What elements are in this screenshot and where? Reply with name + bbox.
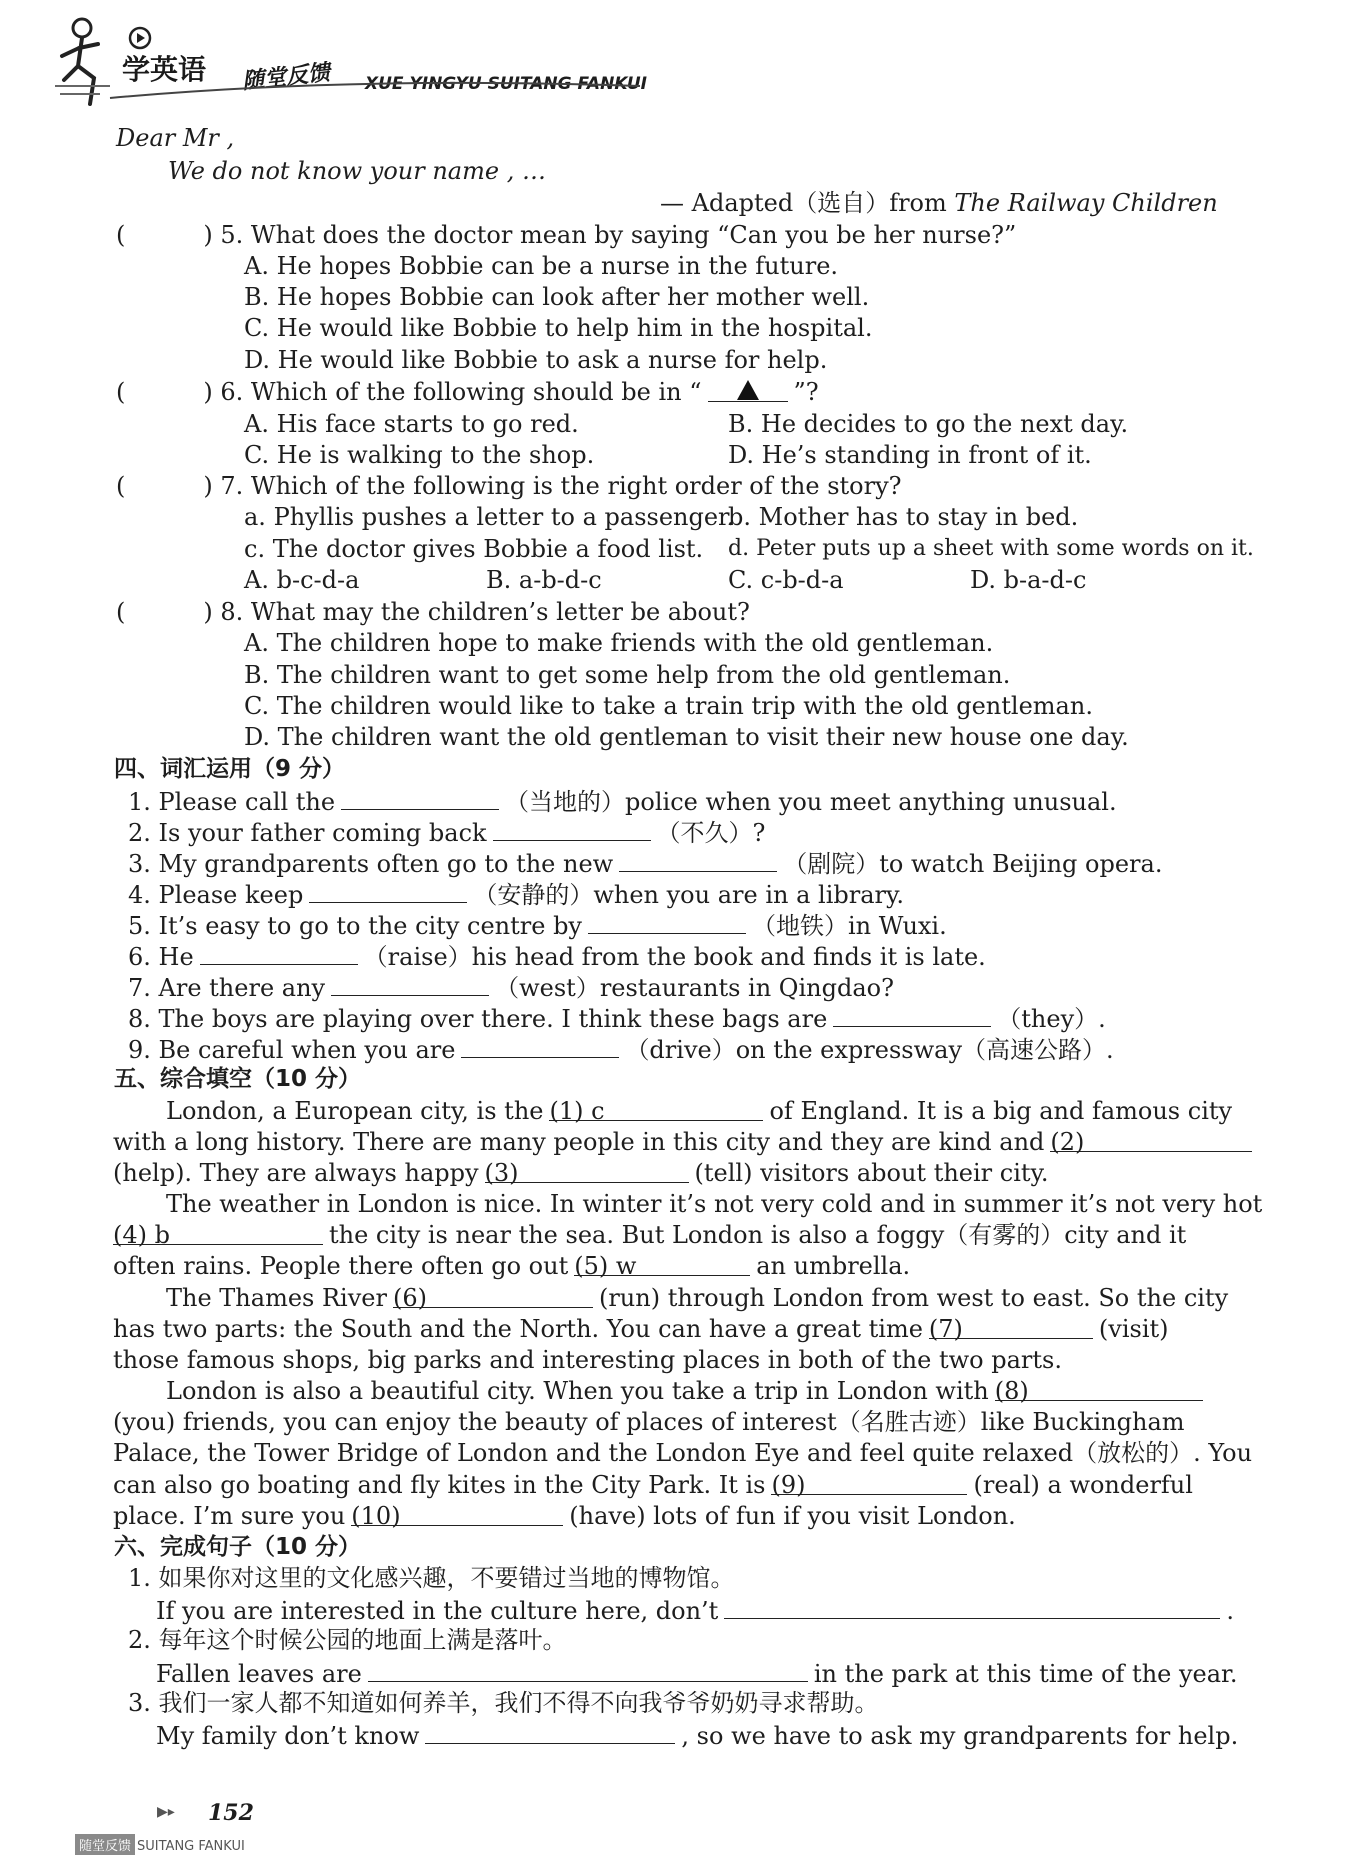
vocab-item-5: 5. It’s easy to go to the city centre by （地铁）in Wuxi.: [128, 909, 947, 941]
complete-blank-2[interactable]: [368, 1657, 808, 1682]
vocab-blank-5[interactable]: [588, 909, 746, 934]
source-line: [660, 188, 1218, 218]
cloze-line-12: Palace, the Tower Bridge of London and the London Eye and feel quite relaxed（放松的）. You: [113, 1439, 1253, 1467]
cloze-line-11: (you) friends, you can enjoy the beauty of places of interest（名胜古迹）like Buckingham: [113, 1408, 1185, 1436]
header-title: 学英语: [122, 53, 207, 86]
vocab-blank-2[interactable]: [493, 816, 651, 841]
cloze-line-2: with a long history. There are many people in this city and they are kind and (2): [113, 1127, 1258, 1157]
complete-en-3: My family don’t know , so we have to ask my grandparents for help.: [156, 1719, 1238, 1751]
q5-option-c: C. He would like Bobbie to help him in the hospital.: [244, 314, 873, 342]
vocab-blank-4[interactable]: [309, 878, 467, 903]
triangle-blank: [708, 377, 788, 402]
footer-arrow-icon: ▶▸: [157, 1804, 175, 1820]
section-vocab-title: 四、词汇运用（9 分）: [114, 756, 346, 782]
complete-blank-1[interactable]: [724, 1594, 1220, 1619]
cloze-line-14: place. I’m sure you (10) (have) lots of fun if you visit London.: [113, 1502, 1016, 1530]
q7-event-a: a. Phyllis pushes a letter to a passenger.: [244, 503, 735, 531]
cloze-blank-7[interactable]: (7): [929, 1314, 1093, 1339]
section-cloze-title: 五、综合填空（10 分）: [114, 1066, 362, 1092]
complete-cn-3: 3. 我们一家人都不知道如何养羊，我们不得不向我爷爷奶奶寻求帮助。: [128, 1689, 879, 1717]
header-subtitle: 随堂反馈: [241, 60, 332, 95]
cloze-blank-4[interactable]: (4) b: [113, 1220, 323, 1245]
question-5: ( ) 5. What does the doctor mean by saying “Can you be her nurse?”: [116, 221, 1017, 249]
cloze-blank-6[interactable]: (6): [393, 1283, 593, 1308]
q7-option-b: B. a-b-d-c: [486, 566, 602, 594]
vocab-item-6: 6. He （raise）his head from the book and finds it is late.: [128, 940, 986, 972]
letter-line: We do not know your name , …: [168, 157, 546, 185]
cloze-line-5: (4) b the city is near the sea. But London is also a foggy（有雾的）city and it: [113, 1221, 1187, 1249]
play-icon: [128, 26, 152, 50]
q5-option-b: B. He hopes Bobbie can look after her mother well.: [244, 283, 870, 311]
vocab-item-1: 1. Please call the （当地的）police when you meet anything unusual.: [128, 785, 1117, 817]
q6-option-c: C. He is walking to the shop.: [244, 441, 595, 469]
header-pinyin: XUE YINGYU SUITANG FANKUI: [365, 74, 648, 94]
q7-option-d: D. b-a-d-c: [970, 566, 1087, 594]
footer-tag-en: SUITANG FANKUI: [137, 1839, 245, 1854]
question-8: ( ) 8. What may the children’s letter be about?: [116, 598, 750, 626]
complete-en-1: If you are interested in the culture here, don’t .: [156, 1594, 1234, 1626]
cloze-line-3: (help). They are always happy (3) (tell) visitors about their city.: [113, 1159, 1049, 1187]
cloze-line-9: those famous shops, big parks and interesting places in both of the two parts.: [113, 1346, 1062, 1374]
q5-option-d: D. He would like Bobbie to ask a nurse for help.: [244, 346, 828, 374]
cloze-line-6: often rains. People there often go out (5) w an umbrella.: [113, 1252, 911, 1280]
source-prefix: — Adapted（选自）from: [660, 189, 947, 217]
q7-event-c: c. The doctor gives Bobbie a food list.: [244, 535, 704, 563]
cloze-blank-8[interactable]: (8): [995, 1376, 1203, 1401]
cloze-blank-9[interactable]: (9): [771, 1470, 967, 1495]
section-complete-title: 六、完成句子（10 分）: [114, 1534, 362, 1560]
cloze-line-13: can also go boating and fly kites in the City Park. It is (9) (real) a wonderful: [113, 1471, 1193, 1499]
cloze-blank-3[interactable]: (3): [485, 1158, 689, 1183]
cloze-blank-2[interactable]: (2): [1050, 1127, 1252, 1152]
q7-option-c: C. c-b-d-a: [728, 566, 844, 594]
cloze-line-8: has two parts: the South and the North. You can have a great time (7) (visit): [113, 1315, 1169, 1343]
footer-tag: [75, 1834, 245, 1855]
vocab-blank-3[interactable]: [619, 847, 777, 872]
page-number: 152: [208, 1800, 254, 1826]
letter-salutation: Dear Mr ,: [116, 124, 235, 152]
footer-tag-cn: 随堂反馈: [75, 1834, 135, 1855]
vocab-blank-1[interactable]: [341, 785, 499, 810]
vocab-item-8: 8. The boys are playing over there. I think these bags are （they）.: [128, 1002, 1106, 1034]
q7-event-d: d. Peter puts up a sheet with some words on it.: [728, 536, 1254, 561]
cloze-line-1: London, a European city, is the (1) c of England. It is a big and famous city: [166, 1097, 1233, 1125]
vocab-blank-6[interactable]: [200, 940, 358, 965]
complete-blank-3[interactable]: [425, 1719, 675, 1744]
cloze-line-7: The Thames River (6) (run) through London from west to east. So the city: [166, 1284, 1229, 1312]
vocab-item-7: 7. Are there any （west）restaurants in Qingdao?: [128, 971, 894, 1003]
runner-logo-icon: [50, 16, 120, 111]
complete-cn-2: 2. 每年这个时候公园的地面上满是落叶。: [128, 1626, 567, 1654]
q5-option-a: A. He hopes Bobbie can be a nurse in the future.: [244, 252, 839, 280]
page-header: [50, 16, 650, 116]
q8-option-a: A. The children hope to make friends with the old gentleman.: [244, 629, 994, 657]
vocab-item-3: 3. My grandparents often go to the new （剧院）to watch Beijing opera.: [128, 847, 1162, 879]
cloze-line-10: London is also a beautiful city. When you take a trip in London with (8): [166, 1376, 1209, 1406]
cloze-blank-10[interactable]: (10): [351, 1501, 563, 1526]
question-7: ( ) 7. Which of the following is the right order of the story?: [116, 472, 902, 500]
q8-option-b: B. The children want to get some help from the old gentleman.: [244, 661, 1011, 689]
q8-option-c: C. The children would like to take a train trip with the old gentleman.: [244, 692, 1093, 720]
vocab-blank-8[interactable]: [833, 1002, 991, 1027]
vocab-item-2: 2. Is your father coming back （不久）?: [128, 816, 765, 848]
vocab-item-9: 9. Be careful when you are （drive）on the expressway（高速公路）.: [128, 1033, 1114, 1065]
q6-option-d: D. He’s standing in front of it.: [728, 441, 1092, 469]
vocab-item-4: 4. Please keep （安静的）when you are in a library.: [128, 878, 904, 910]
source-title: The Railway Children: [954, 189, 1218, 217]
vocab-blank-7[interactable]: [331, 971, 489, 996]
q6-option-a: A. His face starts to go red.: [244, 410, 579, 438]
question-6: ( ) 6. Which of the following should be in “ ”?: [116, 378, 819, 406]
complete-en-2: Fallen leaves are in the park at this time of the year.: [156, 1657, 1238, 1689]
q7-event-b: b. Mother has to stay in bed.: [728, 503, 1079, 531]
q6-option-b: B. He decides to go the next day.: [728, 410, 1129, 438]
cloze-line-4: The weather in London is nice. In winter it’s not very cold and in summer it’s not very hot: [166, 1190, 1263, 1218]
vocab-blank-9[interactable]: [461, 1033, 619, 1058]
cloze-blank-1[interactable]: (1) c: [549, 1096, 763, 1121]
triangle-icon: [737, 380, 759, 400]
q7-option-a: A. b-c-d-a: [244, 566, 360, 594]
q8-option-d: D. The children want the old gentleman to visit their new house one day.: [244, 723, 1129, 751]
cloze-blank-5[interactable]: (5) w: [574, 1251, 750, 1276]
complete-cn-1: 1. 如果你对这里的文化感兴趣，不要错过当地的博物馆。: [128, 1564, 735, 1592]
